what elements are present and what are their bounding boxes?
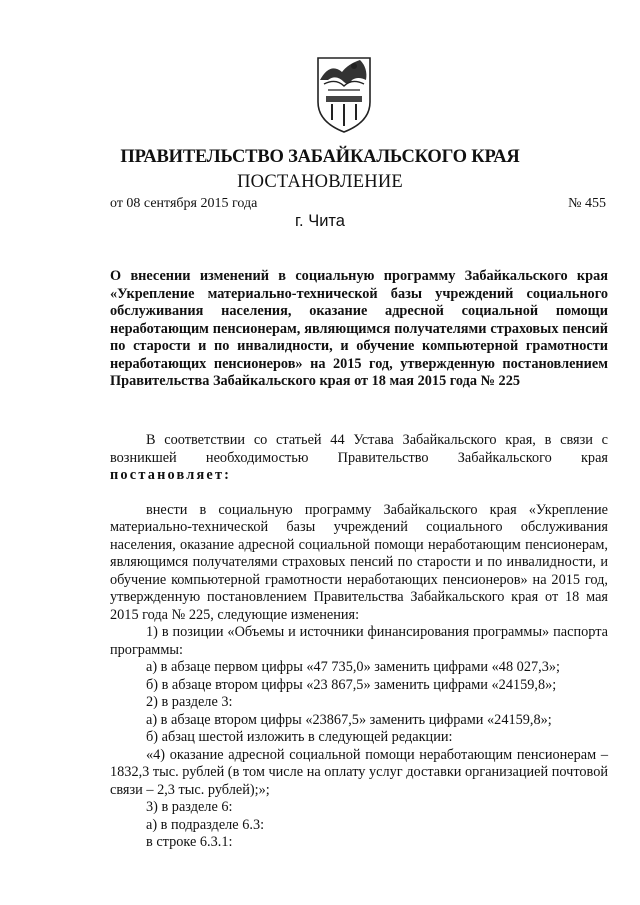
decree-word: постановляет (110, 467, 225, 483)
preamble (110, 432, 608, 485)
document-body (110, 432, 608, 852)
paragraph: 3) в разделе 6: (146, 799, 233, 815)
org-title: ПРАВИТЕЛЬСТВО ЗАБАЙКАЛЬСКОГО КРАЯ (120, 147, 520, 167)
document-type: ПОСТАНОВЛЕНИЕ (237, 172, 403, 192)
coat-of-arms-icon (308, 50, 380, 136)
decree-colon: : (224, 467, 232, 483)
paragraph: в строке 6.3.1: (146, 834, 233, 850)
preamble-text: В соответствии со статьей 44 Устава Забайкальского края, в связи с возникшей необходимостью Правительство Забайкальского края (110, 432, 608, 466)
paragraph: «4) оказание адресной социальной помощи неработающим пенсионерам – 1832,3 тыс. рублей (в том числе на оплату услуг доставки организацией почтовой связи – 2,3 тыс. рублей);»; (110, 746, 608, 798)
document-number: № 455 (568, 196, 606, 211)
document-subject: О внесении изменений в социальную программу Забайкальского края «Укрепление материально-технической базы учреждений социального обслуживания населения, оказание адресной социальной помощи неработающим пенсионерам, являющимся получателями страховых пенсий по старости и по инвалидности, и обучение компьютерной грамотности неработающих пенсионеров» на 2015 год, утвержденную постановлением Правительства Забайкальского края от 18 мая 2015 года № 225 (110, 268, 608, 389)
city: г. Чита (295, 212, 345, 230)
paragraph: 2) в разделе 3: (146, 694, 233, 710)
document-date: от 08 сентября 2015 года (110, 196, 258, 211)
paragraph: а) в абзаце первом цифры «47 735,0» заменить цифрами «48 027,3»; (146, 659, 560, 675)
paragraph: внести в социальную программу Забайкальского края «Укрепление материально-технической базы учреждений социального обслуживания населения, оказание адресной социальной помощи неработающим пенсионерам, являющимся получателями страховых пенсий по старости и по инвалидности, и обучение компьютерной грамотности неработающих пенсионеров» на 2015 год, утвержденную постановлением Правительства Забайкальского края от 18 мая 2015 года № 225, следующие изменения: (110, 501, 608, 623)
paragraph: а) в абзаце втором цифры «23867,5» заменить цифрами «24159,8»; (146, 711, 552, 728)
paragraph: 1) в позиции «Объемы и источники финансирования программы» паспорта программы: (110, 624, 608, 658)
paragraph: б) в абзаце втором цифры «23 867,5» заменить цифрами «24159,8»; (146, 676, 557, 693)
paragraph: б) абзац шестой изложить в следующей редакции: (146, 729, 453, 745)
paragraph: а) в подразделе 6.3: (146, 816, 265, 833)
